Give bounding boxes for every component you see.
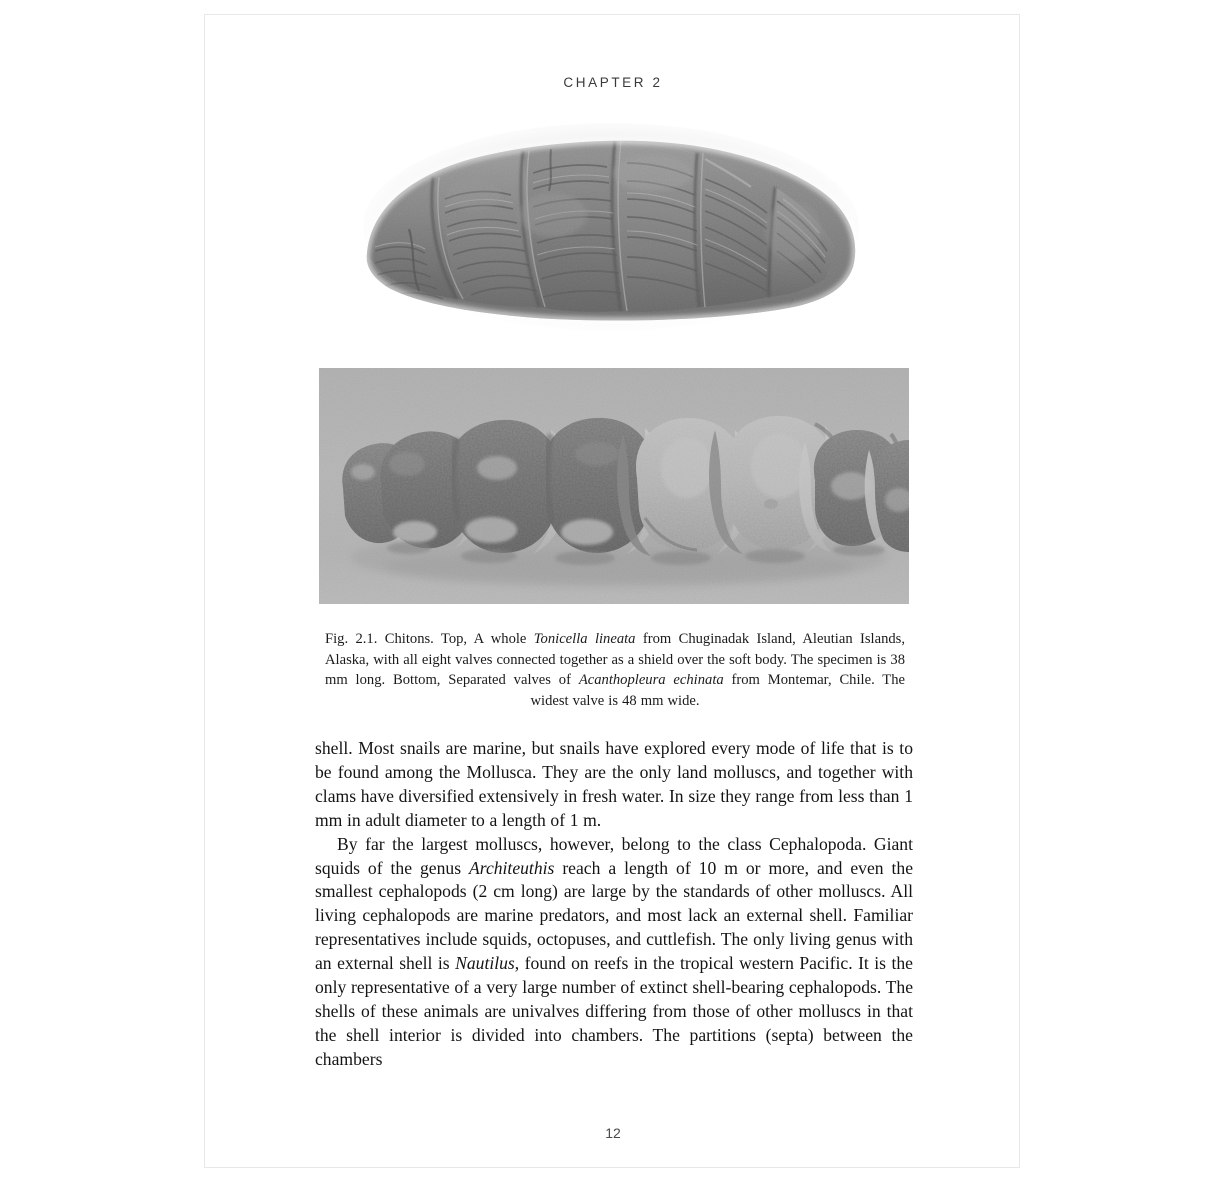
figure-caption [325, 629, 905, 711]
page-number: 12 [605, 1125, 621, 1141]
caption-species-one: Tonicella lineata [533, 631, 636, 647]
body-paragraph-2 [315, 833, 913, 1072]
chiton-valves-photograph [319, 368, 909, 604]
caption-lead: Fig. 2.1. Chitons. Top, A whole [325, 631, 534, 647]
figure-bottom-separated-valves [319, 368, 909, 604]
chiton-whole-photograph [353, 103, 873, 343]
body-text-column [315, 737, 913, 1072]
paragraph-2-part-b: reach a length of 10 m or more, and even the smallest cephalopods (2 cm long) are large by the standards of other molluscs. All living cephalopods are marine predators, and most lack an external shell. Familiar representatives include squids, octopuses, and cuttlefish. The only living genus with an external shell is [315, 857, 913, 974]
chapter-running-head: CHAPTER 2 [563, 75, 663, 90]
paragraph-2-part-c: , found on reefs in the tropical western Pacific. It is the only representative of a very large number of extinct shell-bearing cephalopods. The shells of these animals are univalves differing from those of other molluscs in that the shell interior is divided into chambers. The partitions (septa) between the chambers [315, 953, 913, 1069]
body-paragraph-1: shell. Most snails are marine, but snails have explored every mode of life that is to be found among the Mollusca. They are the only land molluscs, and together with clams have diversified extensively in fresh water. In size they range from less than 1 mm in adult diameter to a length of 1 m. [315, 738, 913, 830]
genus-nautilus: Nautilus [455, 953, 515, 974]
paragraph-2-part-a: By far the largest molluscs, however, belong to the class Cephalopoda. Giant squids of the genus [315, 833, 913, 878]
caption-tail: from Montemar, Chile. The widest valve is 48 mm wide. [530, 672, 905, 709]
genus-architeuthis: Architeuthis [469, 857, 555, 878]
figure-top-whole-chiton [353, 103, 873, 343]
caption-mid: from Chuginadak Island, Aleutian Islands, Alaska, with all eight valves connected together as a shield over the soft body. The specimen is 38 mm long. Bottom, Separated valves of [325, 631, 905, 689]
book-page-sheet [204, 14, 1020, 1168]
caption-species-two: Acanthopleura echinata [578, 672, 724, 689]
